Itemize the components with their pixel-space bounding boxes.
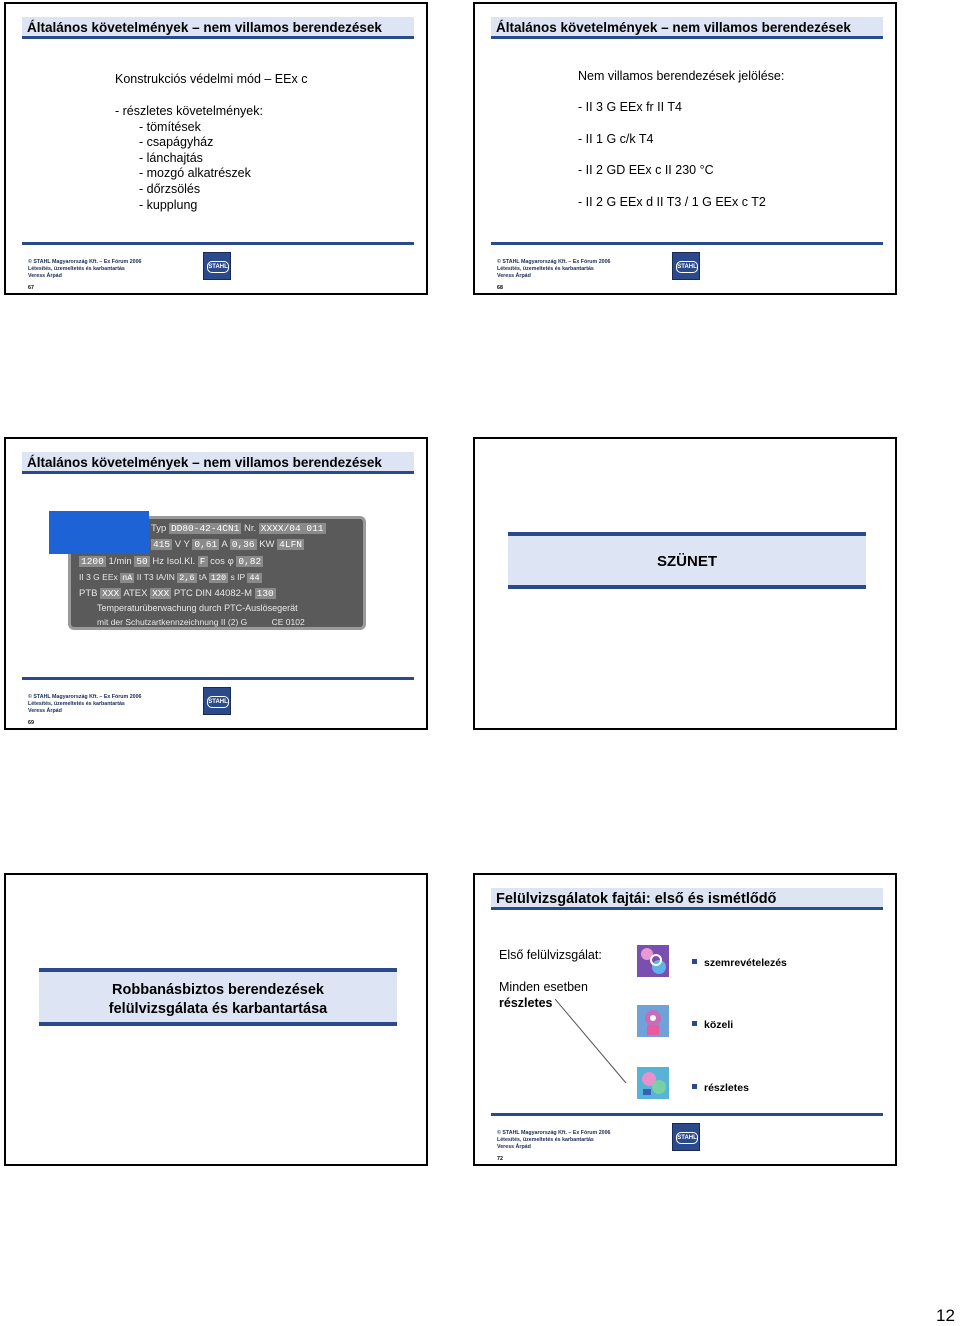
footer-author: Veress Árpád (497, 1144, 531, 1150)
slide-67 (4, 2, 428, 295)
always-label: Minden esetben (499, 980, 588, 994)
magnifier-inspection-icon (637, 945, 669, 977)
plate-label: tA (198, 572, 207, 582)
footer-copyright: © STAHL Magyarország Kft. – Ex Fórum 2006 (28, 259, 142, 265)
plate-label: Hz (152, 556, 164, 567)
slide-number: 72 (497, 1156, 503, 1162)
list-item: - kupplung (139, 197, 198, 212)
plate-label: II T3 (136, 572, 154, 582)
plate-value: 4LFN (279, 539, 302, 550)
section-title-line: Robbanásbiztos berendezések (112, 982, 324, 998)
list-item: - tömítések (139, 119, 201, 134)
footer-author: Veress Árpád (497, 273, 531, 279)
footer-subtitle: Létesítés, üzemeltetés és karbantartás (28, 266, 125, 272)
plate-value: F (199, 556, 206, 567)
footer-copyright: © STAHL Magyarország Kft. – Ex Fórum 2006 (497, 259, 611, 265)
plate-text: Temperaturüberwachung durch PTC-Auslösegerät (97, 603, 298, 613)
slide-72 (473, 873, 897, 1166)
slide-footer (28, 259, 142, 292)
stahl-logo: STAHL (203, 252, 231, 280)
protection-heading: Konstrukciós védelmi mód – EEx c (115, 72, 308, 86)
plate-value: XXX (102, 588, 120, 599)
stahl-logo: STAHL (672, 1123, 700, 1151)
slide-68 (473, 2, 897, 295)
plate-label: PTB (79, 588, 98, 599)
plate-value: 0,61 (194, 539, 218, 550)
plate-value: nA (122, 573, 133, 583)
plate-label: 1/min (108, 556, 132, 567)
plate-label: Isol.Kl. (166, 556, 196, 567)
slide-title: Általános követelmények – nem villamos berendezések (22, 452, 414, 474)
bullet-detailed: részletes (704, 1082, 749, 1094)
list-item: - lánchajtás (139, 150, 203, 165)
list-item: - II 2 GD EEx c II 230 °C (578, 163, 714, 177)
slide-title: Általános követelmények – nem villamos berendezések (22, 17, 414, 39)
plate-label: PTC DIN 44082-M (173, 588, 252, 599)
slide-title: Általános követelmények – nem villamos berendezések (491, 17, 883, 39)
list-item: - mozgó alkatrészek (139, 166, 251, 181)
page-number: 12 (936, 1306, 955, 1325)
slide-70 (473, 437, 897, 730)
plate-value: 0,82 (238, 556, 262, 567)
footer-copyright: © STAHL Magyarország Kft. – Ex Fórum 2006 (497, 1130, 611, 1136)
footer-divider (22, 242, 414, 245)
redaction-box (49, 511, 149, 554)
plate-label: IA/IN (155, 572, 175, 582)
plate-value: 120 (210, 573, 227, 583)
slide-footer (497, 1130, 611, 1163)
plate-value: 415 (153, 539, 171, 550)
section-banner (39, 968, 397, 1026)
tools-icon (637, 1067, 669, 1099)
plate-value: 0,36 (231, 539, 255, 550)
slide-title: Felülvizsgálatok fajtái: első és ismétlődő (491, 888, 883, 910)
plate-label: s (230, 572, 235, 582)
plate-label: A (221, 539, 228, 550)
inspector-icon (637, 1005, 669, 1037)
plate-text: mit der Schutzartkennzeichnung (97, 617, 219, 627)
plate-value: 130 (256, 588, 274, 599)
marking-heading: Nem villamos berendezések jelölése: (578, 69, 785, 83)
plate-value: XXXX/04 011 (260, 523, 324, 534)
stahl-logo: STAHL (203, 687, 231, 715)
list-item: - II 1 G c/k T4 (578, 131, 654, 146)
list-item: - II 3 G EEx fr II T4 (578, 100, 682, 114)
plate-value: XXX (152, 588, 170, 599)
footer-subtitle: Létesítés, üzemeltetés és karbantartás (28, 701, 125, 707)
list-item: - csapágyház (139, 135, 214, 150)
plate-label: IP (237, 572, 246, 582)
footer-divider (491, 1113, 883, 1116)
plate-label: ATEX (123, 588, 148, 599)
break-banner: SZÜNET (508, 532, 866, 589)
slide-footer (28, 694, 142, 727)
slide-71 (4, 873, 428, 1166)
connector-line (555, 999, 635, 1089)
footer-divider (22, 677, 414, 680)
slide-number: 68 (497, 285, 503, 291)
list-item: - dőrzsölés (139, 181, 201, 196)
list-item: - II 2 G EEx d II T3 / 1 G EEx c T2 (578, 194, 766, 209)
bullet-visual: szemrevételezés (704, 957, 787, 969)
slide-number: 67 (28, 285, 34, 291)
plate-label: cos φ (210, 556, 234, 567)
detailed-label: részletes (499, 996, 553, 1010)
slide-footer (497, 259, 611, 292)
plate-value: DD80-42-4CN1 (170, 523, 240, 534)
first-inspection-label: Első felülvizsgálat: (499, 948, 602, 962)
plate-label: II 3 G EEx (79, 572, 118, 582)
footer-author: Veress Árpád (28, 273, 62, 279)
footer-copyright: © STAHL Magyarország Kft. – Ex Fórum 2006 (28, 694, 142, 700)
stahl-logo: STAHL (672, 252, 700, 280)
plate-label: KW (259, 539, 275, 550)
plate-value: 50 (136, 556, 148, 567)
plate-label: Typ (151, 523, 167, 534)
bullet-close: közeli (704, 1019, 734, 1031)
footer-divider (491, 242, 883, 245)
plate-label: Nr. (244, 523, 257, 534)
footer-subtitle: Létesítés, üzemeltetés és karbantartás (497, 266, 594, 272)
footer-subtitle: Létesítés, üzemeltetés és karbantartás (497, 1137, 594, 1143)
ce-mark: CE 0102 (271, 617, 305, 627)
footer-author: Veress Árpád (28, 708, 62, 714)
section-title-line: felülvizsgálata és karbantartása (108, 1001, 328, 1017)
plate-text: II (2) G (220, 617, 248, 627)
plate-value: 44 (249, 573, 260, 583)
requirements-subheading: - részletes követelmények: (115, 104, 263, 118)
plate-value: 1200 (81, 556, 104, 567)
plate-value: 2,6 (179, 573, 195, 583)
slide-number: 69 (28, 720, 34, 726)
slide-69 (4, 437, 428, 730)
plate-label: V Y (174, 539, 190, 550)
